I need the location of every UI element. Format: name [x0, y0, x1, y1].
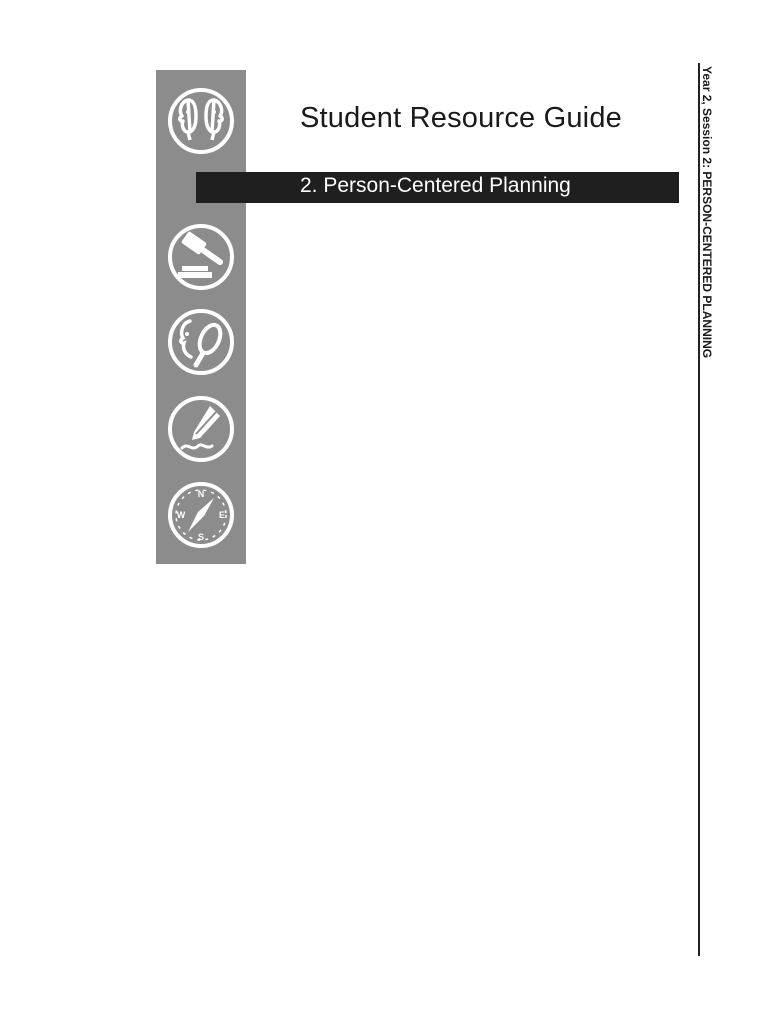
pen-writing-icon [166, 394, 236, 464]
page-title: Student Resource Guide [300, 102, 622, 134]
session-caption [700, 66, 714, 358]
compass-east-label: E [218, 510, 226, 520]
compass-south-label: S [197, 532, 205, 542]
two-faces-icon [166, 86, 236, 156]
session-caption-topic: PERSON-CENTERED PLANNING [700, 171, 714, 359]
magnifier-icon [166, 307, 236, 377]
gavel-icon [166, 222, 236, 292]
compass-icon [166, 480, 236, 550]
compass-west-label: W [176, 510, 186, 520]
compass-north-label: N [197, 489, 205, 499]
session-caption-prefix: Year 2, Session 2: [700, 66, 714, 172]
icon-sidebar [156, 70, 246, 564]
section-title: 2. Person-Centered Planning [300, 174, 571, 197]
section-banner [196, 172, 679, 203]
